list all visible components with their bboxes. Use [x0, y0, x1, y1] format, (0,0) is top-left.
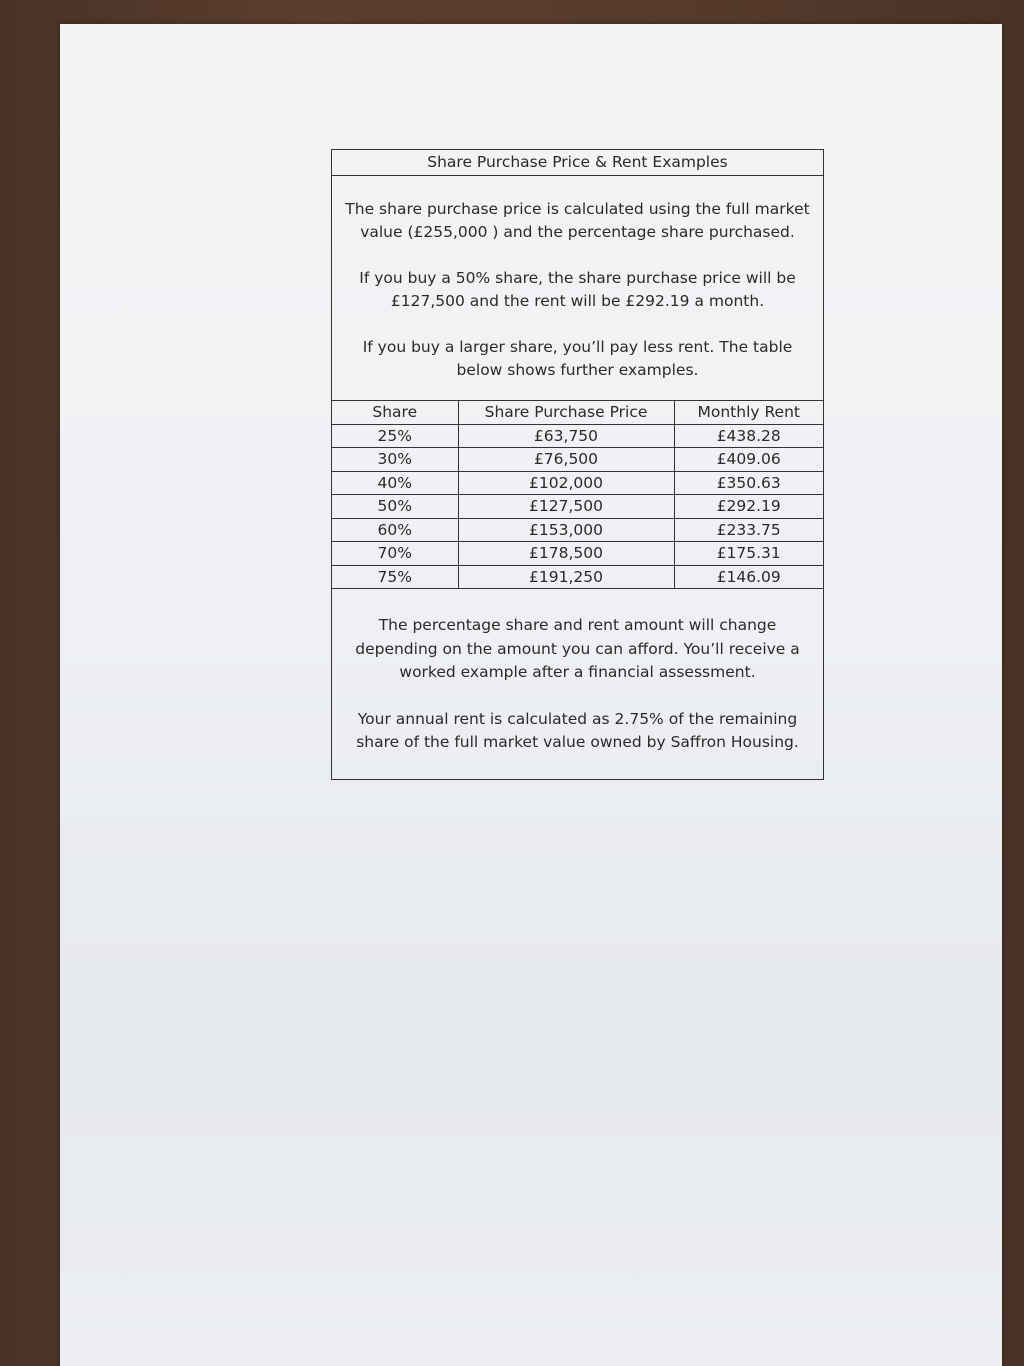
cell-share: 25% — [332, 424, 458, 448]
cell-price: £127,500 — [458, 495, 674, 519]
cell-share: 50% — [332, 495, 458, 519]
paper-sheet — [60, 24, 1002, 1366]
header-share: Share — [332, 401, 458, 425]
cell-price: £102,000 — [458, 471, 674, 495]
cell-rent: £409.06 — [674, 448, 823, 472]
cell-price: £63,750 — [458, 424, 674, 448]
cell-share: 60% — [332, 518, 458, 542]
cell-share: 70% — [332, 542, 458, 566]
cell-rent: £175.31 — [674, 542, 823, 566]
table-row — [332, 471, 823, 495]
table-header-row — [332, 401, 823, 425]
table-row — [332, 565, 823, 589]
table-row — [332, 424, 823, 448]
share-rent-table — [332, 400, 823, 589]
cell-rent: £146.09 — [674, 565, 823, 589]
header-share-purchase-price: Share Purchase Price — [458, 401, 674, 425]
cell-price: £76,500 — [458, 448, 674, 472]
cell-rent: £292.19 — [674, 495, 823, 519]
cell-share: 40% — [332, 471, 458, 495]
cell-share: 30% — [332, 448, 458, 472]
outro-paragraph: Your annual rent is calculated as 2.75% of the remaining share of the full market value owned by Saffron Housing. — [356, 709, 799, 751]
document-title: Share Purchase Price & Rent Examples — [332, 150, 823, 176]
cell-rent: £233.75 — [674, 518, 823, 542]
table-row — [332, 495, 823, 519]
table-row — [332, 542, 823, 566]
cell-price: £178,500 — [458, 542, 674, 566]
intro-paragraph: The share purchase price is calculated using the full market value (£255,000 ) and the percentage share purchased. — [345, 200, 810, 241]
intro-paragraph: If you buy a 50% share, the share purchase price will be £127,500 and the rent will be £292.19 a month. — [359, 269, 796, 310]
cell-share: 75% — [332, 565, 458, 589]
cell-rent: £438.28 — [674, 424, 823, 448]
table-row — [332, 448, 823, 472]
cell-price: £153,000 — [458, 518, 674, 542]
cell-price: £191,250 — [458, 565, 674, 589]
outro-paragraph: The percentage share and rent amount will change depending on the amount you can afford. You’ll receive a worked example after a financial assessment. — [355, 616, 800, 681]
cell-rent: £350.63 — [674, 471, 823, 495]
rent-examples-box — [331, 149, 824, 780]
header-monthly-rent: Monthly Rent — [674, 401, 823, 425]
outro-text — [332, 589, 823, 779]
table-row — [332, 518, 823, 542]
intro-text — [332, 176, 823, 400]
intro-paragraph: If you buy a larger share, you’ll pay less rent. The table below shows further examples. — [362, 338, 793, 379]
